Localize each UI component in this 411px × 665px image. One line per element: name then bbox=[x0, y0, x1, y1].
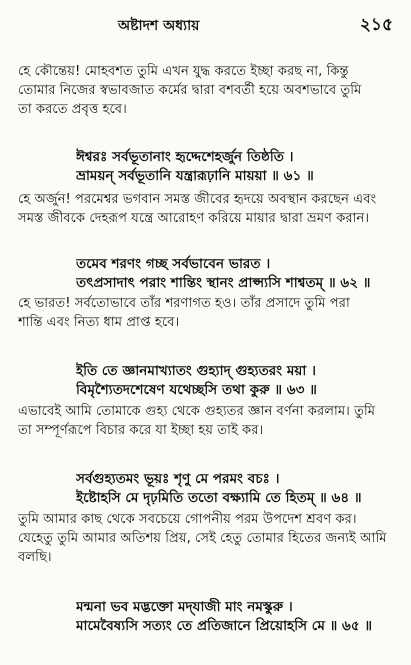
paragraph-1 bbox=[18, 62, 396, 119]
verse-line: মামেবৈষ্যসি সত্যং তে প্রতিজানে প্রিয়োহসি মে ॥ ৬৫ ॥ bbox=[76, 618, 373, 634]
chapter-title: অষ্টাদশ অধ্যায় bbox=[118, 18, 200, 34]
verse-line: ইতি তে জ্ঞানমাখ্যাতং গুহ্যাদ্ গুহ্যতরং ময়া । bbox=[76, 363, 316, 379]
verse-line: তৎপ্রসাদাৎ পরাং শান্তিং স্থানং প্রাপ্স্যসি শাশ্বতম্ ॥ ৬২ ॥ bbox=[76, 275, 371, 291]
verse-62 bbox=[18, 255, 396, 293]
verse-line: ইষ্টোহসি মে দৃঢ়মিতি ততো বক্ষ্যামি তে হিতম্ ॥ ৬৪ ॥ bbox=[76, 490, 362, 506]
verse-63 bbox=[18, 362, 396, 400]
page-number: ২১৫ bbox=[359, 15, 393, 35]
text-line: বলছি। bbox=[18, 550, 52, 565]
text-line: হে অর্জুন! পরমেশ্বর ভগবান সমস্ত জীবের হৃদয়ে অবস্থান করছেন এবং bbox=[18, 192, 377, 207]
verse-line: বিমৃশ্যৈতদশেষেণ যথেচ্ছসি তথা কুরু ॥ ৬৩ ॥ bbox=[76, 382, 317, 398]
text-line: শান্তি এবং নিত্য ধাম প্রাপ্ত হবে। bbox=[18, 315, 180, 330]
verse-61 bbox=[18, 148, 396, 186]
text-line: এভাবেই আমি তোমাকে গুহ্য থেকে গুহ্যতর জ্ঞান বর্ণনা করলাম। তুমি bbox=[18, 404, 376, 419]
text-line: হে ভারত! সর্বতোভাবে তাঁর শরণাগত হও। তাঁর প্রসাদে তুমি পরা bbox=[18, 296, 350, 311]
verse-line: মন্মনা ভব মদ্ভক্তো মদ্‌যাজী মাং নমস্কুরু । bbox=[76, 599, 293, 615]
paragraph-3 bbox=[18, 294, 396, 332]
text-line: তুমি আমার কাছ থেকে সবচেয়ে গোপনীয় পরম উপদেশ শ্রবণ কর। bbox=[18, 512, 357, 527]
text-line: তা করতে প্রবৃত্ত হবে। bbox=[18, 102, 127, 117]
verse-65 bbox=[18, 598, 396, 636]
paragraph-2 bbox=[18, 190, 396, 228]
text-line: সমস্ত জীবকে দেহরূপ যন্ত্রে আরোহণ করিয়ে মায়ার দ্বারা ভ্রমণ করান। bbox=[18, 211, 370, 226]
verse-64 bbox=[18, 470, 396, 508]
text-line: যেহেতু তুমি আমার অতিশয় প্রিয়, সেই হেতু তোমার হিতের জন্যই আমি bbox=[18, 531, 387, 546]
verse-line: তমেব শরণং গচ্ছ সর্বভাবেন ভারত । bbox=[76, 256, 271, 272]
text-line: হে কৌন্তেয়! মোহবশত তুমি এখন যুদ্ধ করতে ইচ্ছা করছ না, কিন্তু bbox=[18, 64, 349, 79]
verse-line: সর্বগুহ্যতমং ভূয়ঃ শৃণু মে পরমং বচঃ । bbox=[76, 471, 280, 487]
verse-line: ঈশ্বরঃ সর্বভূতানাং হৃদ্দেশেহর্জুন তিষ্ঠতি । bbox=[76, 149, 294, 165]
page-header bbox=[0, 14, 411, 36]
paragraph-4 bbox=[18, 402, 396, 440]
verse-line: ভ্রাময়ন্ সর্বভূতানি যন্ত্রারূঢ়ানি মায়য়া ॥ ৬১ ॥ bbox=[76, 168, 314, 184]
text-line: তা সম্পূর্ণরূপে বিচার করে যা ইচ্ছা হয় তাই কর। bbox=[18, 423, 264, 438]
text-line: তোমার নিজের স্বভাবজাত কর্মের দ্বারা বশবর্তী হয়ে অবশভাবে তুমি bbox=[18, 83, 362, 98]
paragraph-5 bbox=[18, 510, 396, 567]
